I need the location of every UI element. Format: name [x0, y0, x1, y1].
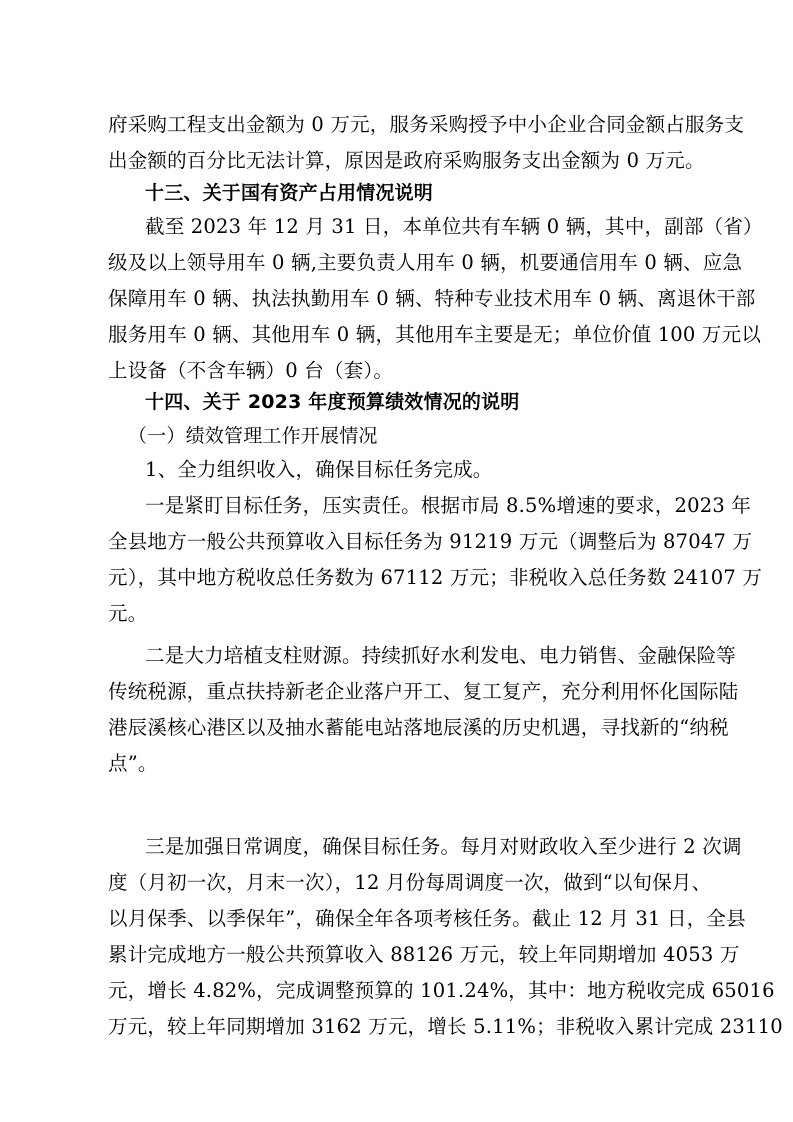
- body-line: 二是大力培植支柱财源。持续抓好水利发电、电力销售、金融保险等: [145, 644, 737, 667]
- body-line: 保障用车 0 辆、执法执勤用车 0 辆、特种专业技术用车 0 辆、离退休干部: [108, 287, 756, 310]
- section-heading: 十四、关于 2023 年度预算绩效情况的说明: [145, 391, 520, 413]
- body-line: 上设备（不含车辆）0 台（套）。: [108, 359, 394, 382]
- body-line: 以月保季、以季保年”，确保全年各项考核任务。截止 12 月 31 日，全县: [108, 907, 746, 930]
- body-line: 1、全力组织收入，确保目标任务完成。: [145, 458, 493, 481]
- body-line: 服务用车 0 辆、其他用车 0 辆，其他用车主要是无；单位价值 100 万元以: [108, 323, 762, 346]
- section-heading: 十三、关于国有资产占用情况说明: [145, 182, 434, 204]
- body-line: 元，增长 4.82%，完成调整预算的 101.24%，其中：地方税收完成 65016: [108, 979, 775, 1002]
- body-line: 点”。: [108, 752, 158, 775]
- subsection-heading: （一）绩效管理工作开展情况: [128, 425, 378, 447]
- body-line: 元。: [108, 602, 148, 625]
- body-line: 一是紧盯目标任务，压实责任。根据市局 8.5%增速的要求，2023 年: [145, 494, 752, 517]
- body-line: 元），其中地方税收总任务数为 67112 万元；非税收入总任务数 24107 万: [108, 566, 763, 589]
- body-line: 港辰溪核心港区以及抽水蓄能电站落地辰溪的历史机遇，寻找新的“纳税: [108, 716, 729, 739]
- body-line: 全县地方一般公共预算收入目标任务为 91219 万元（调整后为 87047 万: [108, 530, 753, 553]
- body-line: 三是加强日常调度，确保目标任务。每月对财政收入至少进行 2 次调: [145, 835, 742, 858]
- body-line: 截至 2023 年 12 月 31 日，本单位共有车辆 0 辆，其中，副部（省）: [145, 215, 763, 238]
- body-line: 传统税源，重点扶持新老企业落户开工、复工复产，充分利用怀化国际陆: [108, 680, 739, 703]
- body-line: 府采购工程支出金额为 0 万元，服务采购授予中小企业合同金额占服务支: [108, 113, 745, 136]
- body-line: 累计完成地方一般公共预算收入 88126 万元，较上年同期增加 4053 万: [108, 943, 740, 966]
- body-line: 级及以上领导用车 0 辆,主要负责人用车 0 辆，机要通信用车 0 辆、应急: [108, 251, 743, 274]
- body-line: 万元，较上年同期增加 3162 万元，增长 5.11%；非税收入累计完成 23110: [108, 1015, 783, 1038]
- body-line: 度（月初一次，月末一次），12 月份每周调度一次，做到“以旬保月、: [108, 871, 712, 894]
- body-line: 出金额的百分比无法计算，原因是政府采购服务支出金额为 0 万元。: [108, 149, 705, 172]
